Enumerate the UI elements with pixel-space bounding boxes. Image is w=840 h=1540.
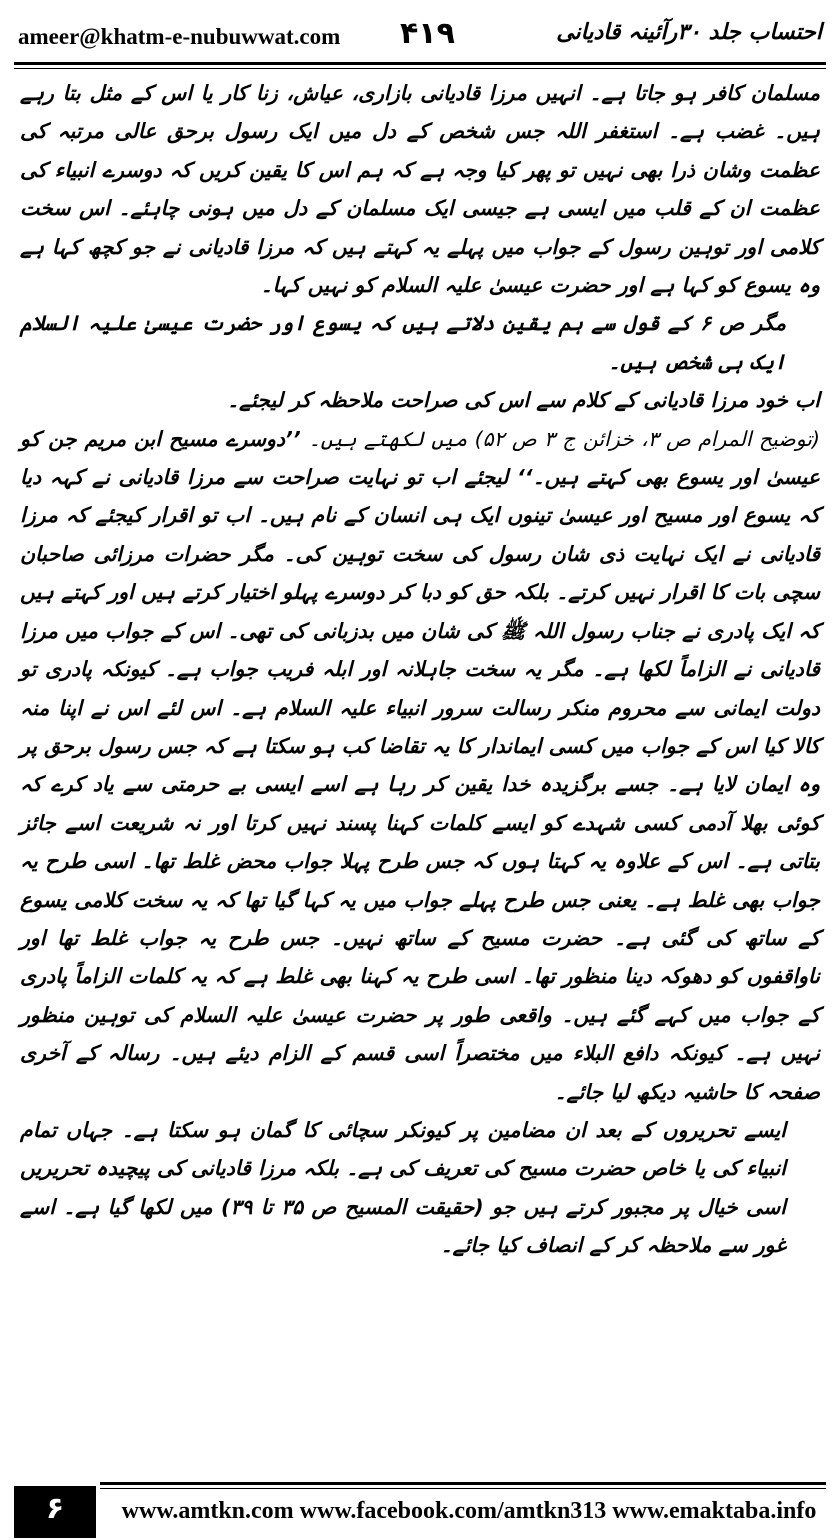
quote-paragraph <box>20 420 820 1111</box>
citation: (توضیح المرام ص ۳، خزائن ج ۳ ص ۵۲) میں لکھتے ہیں۔ <box>308 426 821 451</box>
paragraph-2: مگر ص ۶ کے قول سے ہم یقین دلاتے ہیں کہ یسوع اور حضرت عیسیٰ علیہ السلام ایک ہی شخص ہیں۔ <box>20 311 787 374</box>
page-number: ۴۱۹ <box>400 16 455 51</box>
running-title: احتساب جلد ۳۰رآئینہ قادیانی <box>556 20 822 45</box>
header-rule <box>14 62 826 69</box>
footer-page-badge: ۶ <box>14 1486 96 1538</box>
last-paragraph: ایسے تحریروں کے بعد ان مضامین پر کیونکر سچائی کا گمان ہو سکتا ہے۔ جہاں تمام انبیاء کی یا خاص حضرت مسیح کی تعریف کی ہے۔ بلکہ مرزا قادیانی کی پیچیدہ تحریریں اسی خیال پر مجبور کرتے ہیں جو (حقیقت المسیح ص ۳۵ تا ۳۹) میں لکھا گیا ہے۔ اسے غور سے ملاحظہ کر کے انصاف کیا جائے۔ <box>20 1117 786 1258</box>
quote-and-discussion: ’’دوسرے مسیح ابن مریم جن کو عیسیٰ اور یسوع بھی کہتے ہیں۔‘‘ لیجئے اب تو نہایت صراحت سے مرزا قادیانی نے کہہ دیا کہ یسوع اور مسیح اور عیسیٰ تینوں ایک ہی انسان کے نام ہیں۔ اب تو اقرار کیجئے کہ مرزا قادیانی نے ایک نہایت ذی شان رسول کی سخت توہین کی۔ مگر حضرات مرزائی صاحبان سچی بات کا اقرار نہیں کرتے۔ بلکہ حق کو دبا کر دوسرے پہلو اختیار کرتے ہیں اور کہتے ہیں کہ ایک پادری نے جناب رسول اللہ ﷺ کی شان میں بدزبانی کی تھی۔ اس کے جواب میں مرزا قادیانی نے الزاماً لکھا ہے۔ مگر یہ سخت جاہلانہ اور ابلہ فریب جواب ہے۔ کیونکہ پادری تو دولت ایمانی سے محروم منکر رسالت سرور انبیاء علیہ السلام ہے۔ اس لئے اس نے اپنا منہ کالا کیا اس کے جواب میں کسی ایماندار کا یہ تقاضا کب ہو سکتا ہے کہ جس رسول برحق پر وہ ایمان لایا ہے۔ جسے برگزیدہ خدا یقین کر رہا ہے اسے ایسی بے حرمتی سے یاد کرے کہ کوئی بھلا آدمی کسی شہدے کو ایسے کلمات کہنا پسند نہیں کرتا اور نہ شریعت اسے جائز بتاتی ہے۔ اس کے علاوہ یہ کہتا ہوں کہ جس طرح پہلا جواب محض غلط تھا۔ اسی طرح یہ جواب بھی غلط ہے۔ یعنی جس طرح پہلے جواب میں یہ کہا گیا تھا کہ یہ سخت کلامی یسوع کے ساتھ کی گئی ہے۔ حضرت مسیح کے ساتھ نہیں۔ جس طرح یہ جواب غلط تھا اور ناواقفوں کو دھوکہ دینا منظور تھا۔ اسی طرح یہ کہنا بھی غلط ہے کہ یہ کلمات الزاماً پادری کے جواب میں کہے گئے ہیں۔ واقعی طور پر حضرت عیسیٰ علیہ السلام کی توہین منظور نہیں ہے۔ کیونکہ دافع البلاء میں مختصراً اسی قسم کے الزام دیئے ہیں۔ رسالہ کے آخری صفحہ کا حاشیہ دیکھ لیا جائے۔ <box>20 426 820 1104</box>
page-body <box>20 74 820 1265</box>
header-email: ameer@khatm-e-nubuwwat.com <box>18 24 341 49</box>
paragraph-3: اب خود مرزا قادیانی کے کلام سے اس کی صراحت ملاحظہ کر لیجئے۔ <box>227 388 820 413</box>
footer-rule <box>100 1482 826 1489</box>
footer-links[interactable]: www.amtkn.com www.facebook.com/amtkn313 www.emaktaba.info <box>121 1498 817 1524</box>
page-header <box>14 14 826 58</box>
paragraph-1: مسلمان کافر ہو جاتا ہے۔ انہیں مرزا قادیانی بازاری، عیاش، زنا کار یا اس کے مثل بتا رہے ہیں۔ غضب ہے۔ استغفر اللہ جس شخص کے دل میں ایک رسول برحق عالی مرتبہ کی عظمت وشان ذرا بھی نہیں تو پھر کیا وجہ ہے کہ ہم اس کا یقین کریں کہ دوسرے انبیاء کی عظمت ان کے قلب میں ایسی ہے جیسی ایک مسلمان کے دل میں ہونی چاہئے۔ اس سخت کلامی اور توہین رسول کے جواب میں پہلے یہ کہتے ہیں کہ مرزا قادیانی نے جو کچھ کہا ہے وہ یسوع کو کہا ہے اور حضرت عیسیٰ علیہ السلام کو نہیں کہا۔ <box>20 81 820 298</box>
